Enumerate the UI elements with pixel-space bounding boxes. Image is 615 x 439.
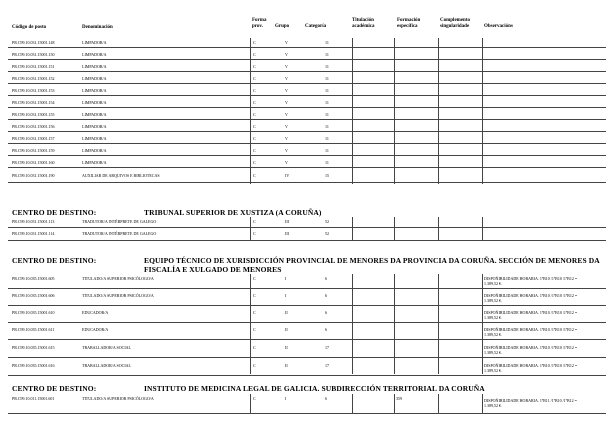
row-name: LIMPADOR/A [82,100,107,105]
row-cat: 15 [325,173,329,178]
row-cat: 6 [325,327,327,332]
row-name: EDUCADOR/A [82,310,109,315]
row-name: TITULADO/A SUPERIOR PSICÓLOGO/A [82,396,154,401]
row-cat: 11 [325,40,329,45]
row-name: LIMPADOR/A [82,124,107,129]
row-code: PR.C99.10.031.15001.154 [12,100,55,105]
row-code: PR.C99.10.035.15001.616 [12,363,55,368]
header-complemento-line1: Complemento [440,18,470,23]
row-forma: C [253,148,256,153]
row-divider [8,322,606,323]
row-grupo: V [285,52,288,57]
row-grupo: V [285,124,288,129]
row-code: PR.C99.10.011.15001.601 [12,396,55,401]
row-name: EDUCADOR/A [82,327,109,332]
row-code: PR.C99.10.035.15001.610 [12,310,55,315]
row-divider [8,240,606,241]
row-name: TRABALLADOR/A SOCIAL [82,363,132,368]
section-title-line2: FISCALÍA E XULGADO DE MENORES [144,265,282,274]
row-name: TITULADO/A SUPERIOR PSICÓLOGO/A [82,293,154,298]
row-code: PR.C99.10.031.15001.159 [12,148,55,153]
row-grupo: V [285,160,288,165]
row-cat: 11 [325,52,329,57]
row-obs-line2: 1.389,52 €. [484,332,502,337]
row-divider [8,155,606,156]
row-cat: 11 [325,112,329,117]
column-divider [482,274,483,374]
row-forma: C [253,136,256,141]
row-obs-line1: DISPOÑIBILIDADE HORARIA. 1ºB10 /1ºB10 /1ºB12 = [484,327,578,332]
column-divider [352,394,353,414]
section-title-line1: EQUIPO TÉCNICO DE XURISDICCIÓN PROVINCIAL DE MENORES DA PROVINCIA DA CORUÑA. SECCIÓN DE MENORES DA [144,256,600,265]
row-grupo: I [285,396,287,401]
row-divider [8,227,606,228]
row-forma: C [253,276,256,281]
row-forma: C [253,396,256,401]
row-cat: 11 [325,88,329,93]
row-divider [8,59,606,60]
row-forma: C [253,112,256,117]
row-cat: 11 [325,148,329,153]
row-forma: C [253,173,256,178]
header-complemento-line2: singularidade [440,24,470,29]
row-forma: C [253,293,256,298]
row-cat: 11 [325,160,329,165]
row-code: PR.C99.10.031.15001.150 [12,52,55,57]
row-code: PR.C99.10.031.15001.160 [12,160,55,165]
row-obs-line1: DISPOÑIBILIDADE HORARIA. 1ºB10 /1ºB10 /1ºB12 = [484,293,578,298]
row-code: PR.C99.10.031.15001.157 [12,136,55,141]
row-name: LIMPADOR/A [82,136,107,141]
row-grupo: V [285,40,288,45]
row-name: TRADUTOR/A INTÉRPRETE DE GALEGO [82,219,157,224]
header-grupo: Grupo [275,24,290,29]
column-divider [438,217,439,241]
row-code: PR.C99.10.031.15001.151 [12,64,55,69]
header-titulacion-line1: Titulación [352,18,374,23]
row-divider [8,413,606,414]
header-forma-line1: Forma [252,18,267,23]
row-grupo: IV [285,173,290,178]
row-grupo: V [285,136,288,141]
row-grupo: II [285,345,288,350]
row-grupo: I [285,293,287,298]
row-formacion: 359 [396,396,402,401]
column-divider [250,217,251,241]
row-forma: C [253,363,256,368]
column-divider [394,217,395,241]
section-title: TRIBUNAL SUPERIOR DE XUSTIZA (A CORUÑA) [144,208,322,217]
row-obs-line2: 1.389,52 €. [484,298,502,303]
column-divider [438,274,439,374]
row-grupo: II [285,327,288,332]
row-forma: C [253,52,256,57]
row-name: AUXILIAR DE ARQUIVOS E BIBLIOTECAS [82,173,160,178]
row-name: LIMPADOR/A [82,76,107,81]
row-name: LIMPADOR/A [82,52,107,57]
row-forma: C [253,310,256,315]
header-titulacion-line2: académica [352,24,375,29]
row-forma: C [253,40,256,45]
row-name: LIMPADOR/A [82,40,107,45]
row-cat: 17 [325,363,329,368]
row-divider [8,143,606,144]
row-grupo: V [285,76,288,81]
row-name: TITULADO/A SUPERIOR PSICÓLOGO/A [82,276,154,281]
row-cat: 6 [325,310,327,315]
row-grupo: V [285,100,288,105]
column-divider [394,394,395,414]
row-cat: 11 [325,76,329,81]
row-forma: C [253,124,256,129]
row-grupo: III [285,231,289,236]
row-code: PR.C99.10.031.15001.114 [12,231,55,236]
row-code: PR.C99.10.031.15001.152 [12,76,55,81]
row-divider [8,182,606,183]
centre-label: CENTRO DE DESTINO: [12,208,97,217]
row-code: PR.C99.10.035.15001.615 [12,345,55,350]
header-observacions: Observacións [484,24,513,29]
column-divider [250,394,251,414]
row-grupo: V [285,64,288,69]
row-cat: 17 [325,345,329,350]
row-code: PR.C99.10.035.15001.605 [12,276,55,281]
row-divider [8,167,606,168]
row-grupo: II [285,363,288,368]
row-forma: C [253,327,256,332]
row-code: PR.C99.10.035.15001.611 [12,327,55,332]
row-obs-line2: 1.389,52 €. [484,368,502,373]
row-forma: C [253,345,256,350]
row-forma: C [253,88,256,93]
section-title: INSTITUTO DE MEDICINA LEGAL DE GALICIA. SUBDIRECCIÓN TERRITORIAL DA CORUÑA [144,384,485,393]
row-cat: 6 [325,396,327,401]
row-divider [8,47,606,48]
row-divider [8,107,606,108]
row-name: TRADUTOR/A INTÉRPRETE DE GALEGO [82,231,157,236]
row-cat: 6 [325,293,327,298]
column-divider [394,274,395,374]
row-code: PR.C99.10.035.15001.606 [12,293,55,298]
row-name: LIMPADOR/A [82,148,107,153]
row-code: PR.C99.10.031.15001.153 [12,88,55,93]
column-divider [482,394,483,414]
row-forma: C [253,219,256,224]
row-name: LIMPADOR/A [82,112,107,117]
row-cat: 6 [325,276,327,281]
column-divider [438,394,439,414]
row-code: PR.C99.10.031.15001.148 [12,40,55,45]
header-formacion-line2: específica [397,24,418,29]
column-divider [352,217,353,241]
row-divider [8,305,606,306]
row-name: TRABALLADOR/A SOCIAL [82,345,132,350]
row-cat: 11 [325,136,329,141]
row-obs-line2: 1.389,52 €. [484,315,502,320]
row-cat: 11 [325,100,329,105]
row-divider [8,339,606,340]
row-forma: C [253,100,256,105]
row-divider [8,357,606,358]
row-divider [8,288,606,289]
row-cat: 52 [325,219,329,224]
row-code: PR.C99.10.031.15001.190 [12,173,55,178]
row-obs-line1: DISPOÑIBILIDADE HORARIA. 1ºB10 /1ºB10 /1ºB12 = [484,310,578,315]
row-forma: C [253,231,256,236]
row-cat: 11 [325,124,329,129]
centre-label: CENTRO DE DESTINO: [12,256,97,265]
row-divider [8,131,606,132]
row-obs-line1: DISPOÑIBILIDADE HORARIA. 1ºB10 /1ºB10 /1ºB12 = [484,345,578,350]
column-divider [352,274,353,374]
row-cat: 11 [325,64,329,69]
row-divider [8,375,606,376]
row-name: LIMPADOR/A [82,88,107,93]
centre-label: CENTRO DE DESTINO: [12,384,97,393]
row-forma: C [253,64,256,69]
row-grupo: V [285,148,288,153]
row-grupo: V [285,112,288,117]
row-grupo: II [285,310,288,315]
row-code: PR.C99.10.031.15001.113 [12,219,55,224]
header-forma-line2: prov. [252,24,263,29]
row-divider [8,95,606,96]
row-code: PR.C99.10.031.15001.156 [12,124,55,129]
row-forma: C [253,160,256,165]
column-divider [250,274,251,374]
row-code: PR.C99.10.031.15001.155 [12,112,55,117]
row-cat: 52 [325,231,329,236]
row-obs-line1: DISPOÑIBILIDADE HORARIA. 1ºB11 /1ºB10 /1ºB12 = [484,398,577,403]
row-grupo: I [285,276,287,281]
column-divider [482,217,483,241]
header-formacion-line1: Formación [397,18,421,23]
header-categoria: Categoría [305,24,327,29]
row-name: LIMPADOR/A [82,160,107,165]
row-name: LIMPADOR/A [82,64,107,69]
header-codigo: Código de posto [12,25,47,30]
row-forma: C [253,76,256,81]
row-obs-line1: DISPOÑIBILIDADE HORARIA. 1ºB10 /1ºB10 /1ºB12 = [484,363,578,368]
row-grupo: V [285,88,288,93]
row-divider [8,119,606,120]
row-divider [8,71,606,72]
row-obs-line2: 1.389,52 €. [484,403,502,408]
row-obs-line2: 1.389,52 €. [484,281,502,286]
row-grupo: III [285,219,289,224]
row-obs-line2: 1.389,52 €. [484,350,502,355]
row-obs-line1: DISPOÑIBILIDADE HORARIA. 1ºB10 /1ºB10 /1ºB12 = [484,276,578,281]
row-divider [8,83,606,84]
header-denominacion: Denominación [82,25,113,30]
